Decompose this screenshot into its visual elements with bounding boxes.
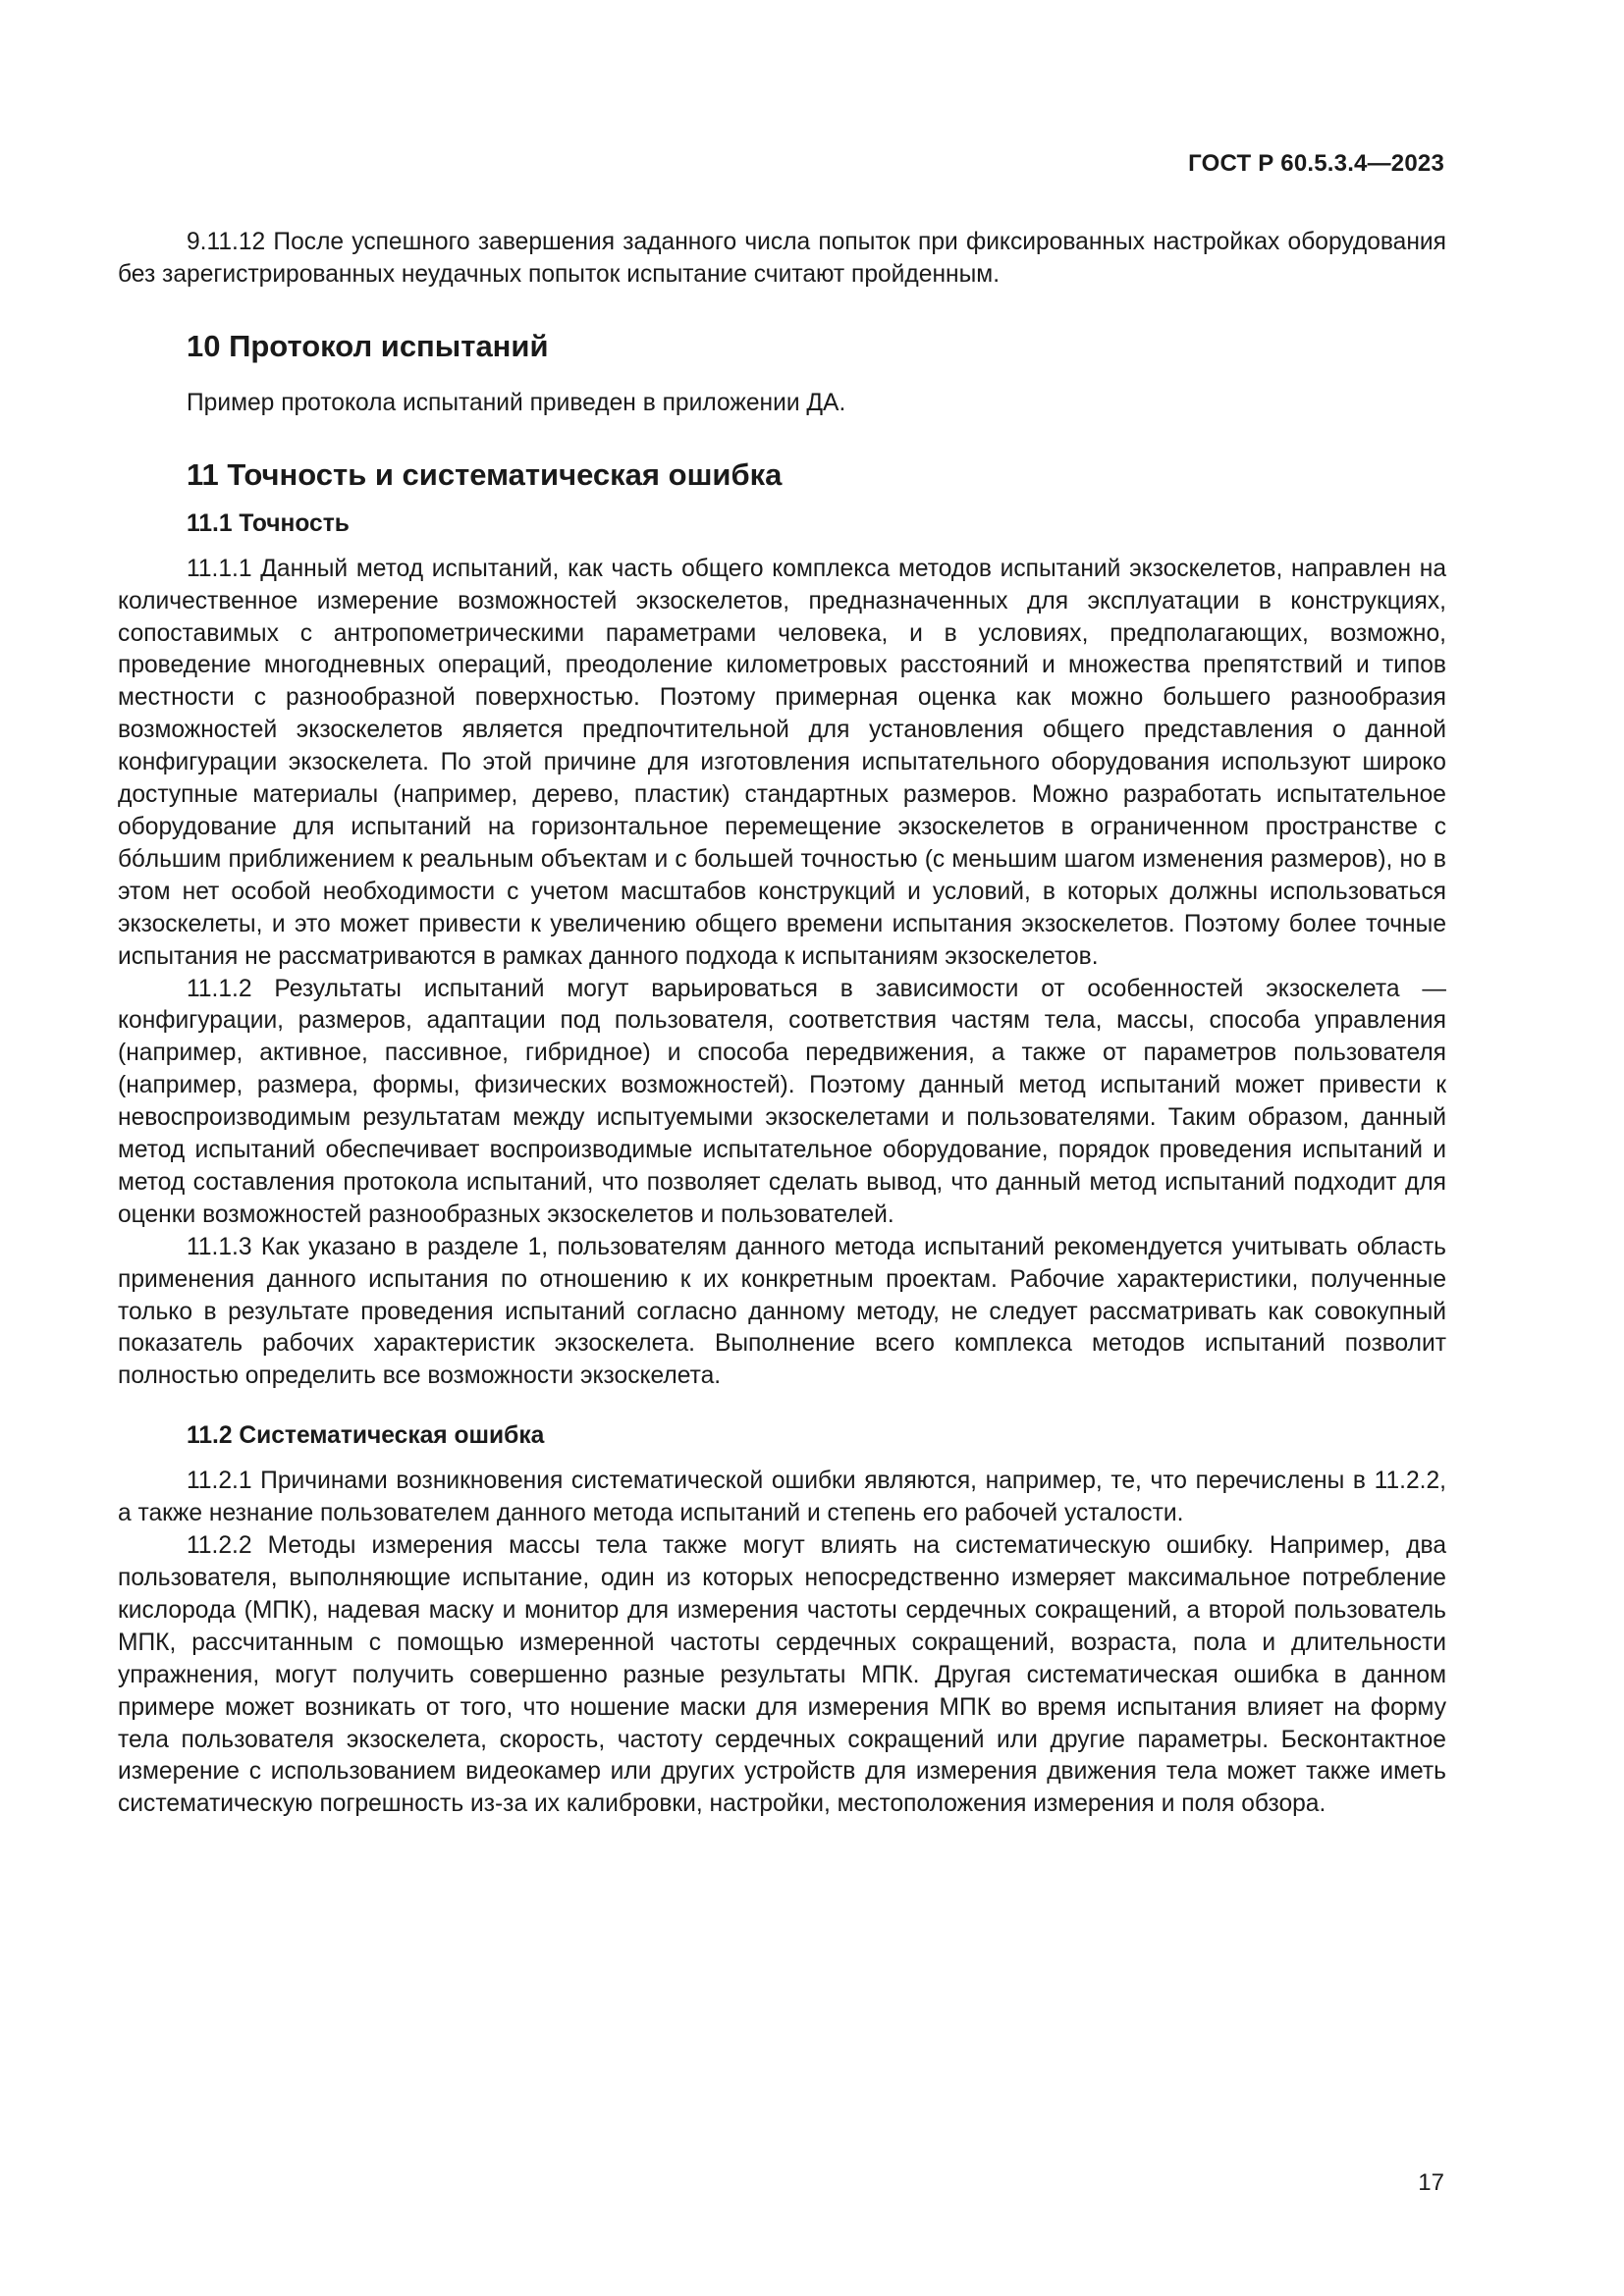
- section-11-2-title: 11.2 Систематическая ошибка: [187, 1422, 545, 1450]
- paragraph-11-2-1: 11.2.1 Причинами возникновения систематической ошибки являются, например, те, что перечислены в 11.2.2, а также незнание пользователем данного метода испытаний и степень его рабочей усталости.: [118, 1468, 1446, 1527]
- paragraph-9-11-12: 9.11.12 После успешного завершения заданного числа попыток при фиксированных настройках оборудования без зарегистрированных неудачных попыток испытание считают пройденным.: [118, 229, 1446, 288]
- section-10-text: Пример протокола испытаний приведен в приложении ДА.: [187, 389, 846, 416]
- section-10-title: 10 Протокол испытаний: [187, 328, 549, 363]
- document-body: [118, 227, 1446, 1821]
- paragraph-11-1-3: 11.1.3 Как указано в разделе 1, пользователям данного метода испытаний рекомендуется учитывать область применения данного испытания по отношению к их конкретным проектам. Рабочие характеристики, полученные только в результате проведения испытаний согласно данному методу, не следует рассматривать как совокупный показатель рабочих характеристик экзоскелета. Выполнение всего комплекса методов испытаний позволит полностью определить все возможности экзоскелета.: [118, 1233, 1446, 1390]
- document-code-header: ГОСТ Р 60.5.3.4—2023: [1188, 150, 1444, 177]
- page-number: 17: [1418, 2169, 1444, 2196]
- paragraph-11-1-1: 11.1.1 Данный метод испытаний, как часть общего комплекса методов испытаний экзоскелетов, направлен на количественное измерение возможностей экзоскелетов, предназначенных для эксплуатации в конструкциях, сопоставимых с антропометрическими параметрами человека, и в условиях, предполагающих, возможно, проведение многодневных операций, преодоление километровых расстояний и множества препятствий и типов местности с разнообразной поверхностью. Поэтому примерная оценка как можно большего разнообразия возможностей экзоскелетов является предпочтительной для установления общего представления о данной конфигурации экзоскелета. По этой причине для изготовления испытательного оборудования используют широко доступные материалы (например, дерево, пластик) стандартных размеров. Можно разработать испытательное оборудование для испытаний на горизонтальное перемещение экзоскелетов в ограниченном пространстве с бóльшим приближением к реальным объектам и с большей точностью (с меньшим шагом изменения размеров), но в этом нет особой необходимости с учетом масштабов конструкций и условий, в которых должны использоваться экзоскелеты, и это может привести к увеличению общего времени испытания экзоскелетов. Поэтому более точные испытания не рассматриваются в рамках данного подхода к испытаниям экзоскелетов.: [118, 555, 1446, 970]
- paragraph-11-2-2: 11.2.2 Методы измерения массы тела также могут влиять на систематическую ошибку. Например, два пользователя, выполняющие испытание, один из которых непосредственно измеряет максимальное потребление кислорода (МПК), надевая маску и монитор для измерения частоты сердечных сокращений, а второй пользователь МПК, рассчитанным с помощью измеренной частоты сердечных сокращений, возраста, пола и длительности упражнения, могут получить совершенно разные результаты МПК. Другая систематическая ошибка в данном примере может возникать от того, что ношение маски для измерения МПК во время испытания влияет на форму тела пользователя экзоскелета, скорость, частоту сердечных сокращений или другие параметры. Бесконтактное измерение с использованием видеокамер или других устройств для измерения движения тела может также иметь систематическую погрешность из-за их калибровки, настройки, местоположения измерения и поля обзора.: [118, 1532, 1446, 1818]
- section-11-1-title: 11.1 Точность: [187, 509, 350, 537]
- section-11-title: 11 Точность и систематическая ошибка: [187, 456, 783, 492]
- paragraph-11-1-2: 11.1.2 Результаты испытаний могут варьироваться в зависимости от особенностей экзоскелета — конфигурации, размеров, адаптации под пользователя, соответствия частям тела, массы, способа управления (например, активное, пассивное, гибридное) и способа передвижения, а также от параметров пользователя (например, размера, формы, физических возможностей). Поэтому данный метод испытаний может привести к невоспроизводимым результатам между испытуемыми экзоскелетами и пользователями. Таким образом, данный метод испытаний обеспечивает воспроизводимые испытательное оборудование, порядок проведения испытаний и метод составления протокола испытаний, что позволяет сделать вывод, что данный метод испытаний подходит для оценки возможностей разнообразных экзоскелетов и пользователей.: [118, 975, 1446, 1228]
